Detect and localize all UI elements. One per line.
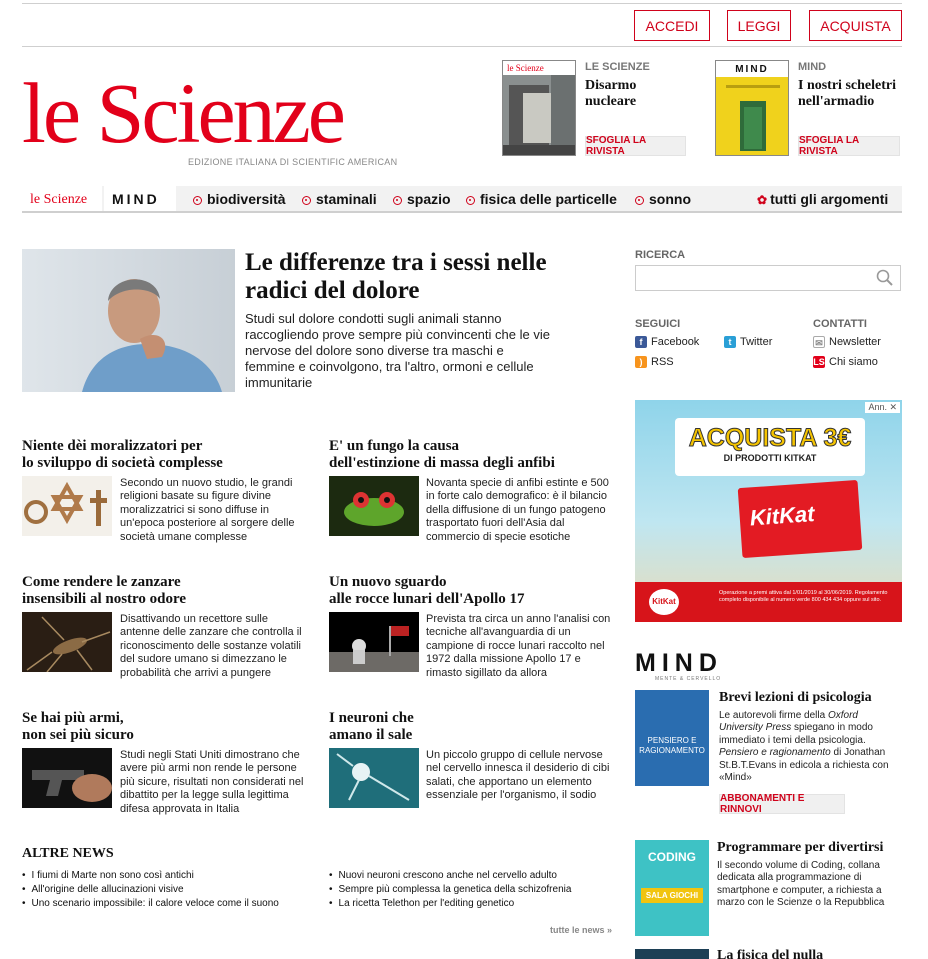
sfoglia-button[interactable]: SFOGLIA LA RIVISTA <box>585 136 686 156</box>
logo-subtitle: EDIZIONE ITALIANA DI SCIENTIFIC AMERICAN <box>188 157 398 167</box>
header-divider <box>22 46 902 47</box>
article-title[interactable]: I neuroni che amano il sale <box>329 710 414 743</box>
frog-image <box>329 476 419 536</box>
article-thumb[interactable] <box>22 748 112 808</box>
newsletter-link[interactable]: ✉ Newsletter <box>813 336 881 348</box>
envelope-icon: ✉ <box>813 336 825 348</box>
accedi-button[interactable]: ACCEDI <box>634 10 710 41</box>
cover-image <box>716 77 789 156</box>
ad-subheadline: DI PRODOTTI KITKAT <box>723 453 817 463</box>
news-link[interactable]: • Nuovi neuroni crescono anche nel cervello adulto <box>329 870 557 881</box>
article-thumb[interactable] <box>329 612 419 672</box>
search-box <box>635 265 901 291</box>
moon-astronaut-image <box>329 612 419 672</box>
nav-item-staminali[interactable]: staminali <box>302 191 377 207</box>
article-summary: Secondo un nuovo studio, le grandi religioni basate su figure divine moralizzatrici si sono diffuse in un'epoca posteriore al sorgere delle società umane complesse <box>120 477 295 543</box>
article-title[interactable]: Un nuovo sguardo alle rocce lunari dell'Apollo 17 <box>329 574 525 607</box>
article-thumb[interactable] <box>22 612 112 672</box>
hero-summary: Studi sul dolore condotti sugli animali stanno raccogliendo prove sempre più convincenti che le vie nervose del dolore sono diverse tra maschi e femmine e coinvolgono, tra l'altro, ormoni e cellule immunitarie <box>245 311 550 390</box>
article-summary: Disattivando un recettore sulle antenne delle zanzare che controlla il riconoscimento delle sostanze volatili del sudore umano si dimezzano le probabilità che arrivi a pungere <box>120 613 302 679</box>
nav-lescienze-tab[interactable]: le Scienze <box>22 186 102 211</box>
search-input[interactable] <box>636 266 866 288</box>
bullet-icon <box>466 196 475 205</box>
all-news-link[interactable]: tutte le news » <box>550 925 613 935</box>
magazine-cover-mind[interactable] <box>715 60 789 156</box>
nav-item-sonno[interactable]: sonno <box>635 191 691 207</box>
ad-close-button[interactable]: Ann. ✕ <box>865 402 900 413</box>
search-label: RICERCA <box>635 249 686 261</box>
top-divider <box>22 3 902 4</box>
mind-tagline: MENTE & CERVELLO <box>655 676 722 682</box>
abbonamenti-button[interactable]: ABBONAMENTI E RINNOVI <box>719 794 845 814</box>
coding-cover-title: CODING <box>648 850 696 864</box>
book-title[interactable]: Brevi lezioni di psicologia <box>719 690 872 705</box>
lescienze-icon: LS <box>813 357 825 367</box>
cover-image <box>503 75 576 156</box>
book-cover[interactable] <box>635 690 709 786</box>
news-link[interactable]: • Uno scenario impossibile: il calore veloce come il suono <box>22 898 279 909</box>
coding-book-cover[interactable] <box>635 840 709 936</box>
article-thumb[interactable] <box>329 748 419 808</box>
topic-navbar <box>22 186 902 213</box>
magazine-cover-lescienze[interactable] <box>502 60 576 156</box>
news-link[interactable]: • All'origine delle allucinazioni visive <box>22 884 184 895</box>
contatti-label: CONTATTI <box>813 318 867 330</box>
search-icon[interactable] <box>876 269 894 287</box>
news-link[interactable]: • La ricetta Telethon per l'editing genetico <box>329 898 514 909</box>
seguici-label: SEGUICI <box>635 318 681 330</box>
ad-product-label: KitKat <box>748 501 816 531</box>
sfoglia-button[interactable]: SFOGLIA LA RIVISTA <box>798 136 900 156</box>
hero-title[interactable]: Le differenze tra i sessi nelle radici del dolore <box>245 249 547 304</box>
bullet-icon <box>635 196 644 205</box>
neuron-image <box>329 748 419 808</box>
article-summary: Un piccolo gruppo di cellule nervose nel cervello innesca il desiderio di cibi salati, che apportano un elemento essenziale per l'organismo, il sodio <box>426 749 610 802</box>
magazine-label: MIND <box>798 61 827 73</box>
kitkat-logo: KitKat <box>649 589 679 615</box>
mind-logo[interactable]: MIND <box>635 649 723 677</box>
ad-fine-print: Operazione a premi attiva dal 1/01/2019 al 30/06/2019. Regolamento completo disponibile al numero verde 800 434 434 oppure sul sito. <box>719 590 888 603</box>
kitkat-pack <box>738 480 863 558</box>
altre-news-heading: ALTRE NEWS <box>22 846 114 861</box>
ad-headline-box <box>675 418 865 476</box>
chi-siamo-link[interactable]: LS Chi siamo <box>813 356 878 368</box>
news-link[interactable]: • Sempre più complessa la genetica della schizofrenia <box>329 884 571 895</box>
cover-masthead: le Scienze <box>503 61 575 75</box>
book-description: Il secondo volume di Coding, collana dedicata alla programmazione di smartphone e computer, a richiesta a marzo con le Scienze o la Repubblica <box>717 860 885 909</box>
site-logo[interactable]: le Scienze <box>22 65 343 161</box>
article-summary: Prevista tra circa un anno l'analisi con tecniche all'avanguardia di un campione di rocce lunari raccolto nel 1972 dalla missione Apollo 17 e rimasto sigillato da allora <box>426 613 611 679</box>
religion-symbols-image <box>22 476 112 536</box>
magazine-title[interactable]: I nostri scheletri nell'armadio <box>798 78 896 109</box>
acquista-button[interactable]: ACQUISTA <box>809 10 902 41</box>
article-title[interactable]: Niente dèi moralizzatori per lo sviluppo di società complesse <box>22 438 223 471</box>
bullet-icon <box>193 196 202 205</box>
gun-image <box>22 748 112 808</box>
hero-image[interactable] <box>22 249 235 392</box>
facebook-icon: f <box>635 336 647 348</box>
book-description: Le autorevoli firme della Oxford University Press spiegano in modo immediato i temi della psicologia. Pensiero e ragionamento di Jonathan St.B.T.Evans in edicola a richiesta con «Mind» <box>719 710 889 784</box>
bullet-icon <box>302 196 311 205</box>
bullet-icon <box>393 196 402 205</box>
nav-mind-tab[interactable]: MIND <box>104 186 176 211</box>
topics-icon: ✿ <box>757 193 768 207</box>
nav-item-spazio[interactable]: spazio <box>393 191 451 207</box>
ad-footer <box>635 582 902 622</box>
book-title[interactable]: La fisica del nulla <box>717 948 824 959</box>
leggi-button[interactable]: LEGGI <box>727 10 791 41</box>
kitkat-ad[interactable] <box>635 400 902 622</box>
article-thumb[interactable] <box>22 476 112 536</box>
article-title[interactable]: E' un fungo la causa dell'estinzione di massa degli anfibi <box>329 438 555 471</box>
nav-item-biodiversita[interactable]: biodiversità <box>193 191 286 207</box>
article-title[interactable]: Se hai più armi, non sei più sicuro <box>22 710 134 743</box>
rss-link[interactable]: ) RSS <box>635 356 674 368</box>
news-link[interactable]: • I fiumi di Marte non sono così antichi <box>22 870 194 881</box>
magazine-title[interactable]: Disarmo nucleare <box>585 78 637 109</box>
nav-all-topics[interactable]: ✿ tutti gli argomenti <box>757 191 889 207</box>
article-thumb[interactable] <box>329 476 419 536</box>
twitter-icon: t <box>724 336 736 348</box>
book-cover[interactable] <box>635 949 709 959</box>
ad-headline: ACQUISTA 3€ <box>688 424 852 452</box>
mosquito-image <box>22 612 112 672</box>
article-summary: Studi negli Stati Uniti dimostrano che avere più armi non rende le persone più sicure, risultati non considerati nel dibattito per la legge sulla legittima difesa approvata in Italia <box>120 749 304 815</box>
twitter-link[interactable]: t Twitter <box>724 336 772 348</box>
nav-item-fisica[interactable]: fisica delle particelle <box>466 191 617 207</box>
magazine-label: LE SCIENZE <box>585 61 650 73</box>
coding-cover-subtitle: SALA GIOCHI <box>641 888 703 903</box>
article-summary: Novanta specie di anfibi estinte e 500 in forte calo demografico: è il bilancio della diffusione di un fungo patogeno trasportato fuori dell'Asia dal commercio di specie esotiche <box>426 477 609 543</box>
rss-icon: ) <box>635 356 647 368</box>
facebook-link[interactable]: f Facebook <box>635 336 699 348</box>
book-title[interactable]: Programmare per divertirsi <box>717 840 884 855</box>
cover-masthead: MIND <box>716 61 788 77</box>
book-cover-title: PENSIERO E RAGIONAMENTO <box>639 736 705 755</box>
hero-photo <box>22 249 235 392</box>
article-title[interactable]: Come rendere le zanzare insensibili al nostro odore <box>22 574 187 607</box>
